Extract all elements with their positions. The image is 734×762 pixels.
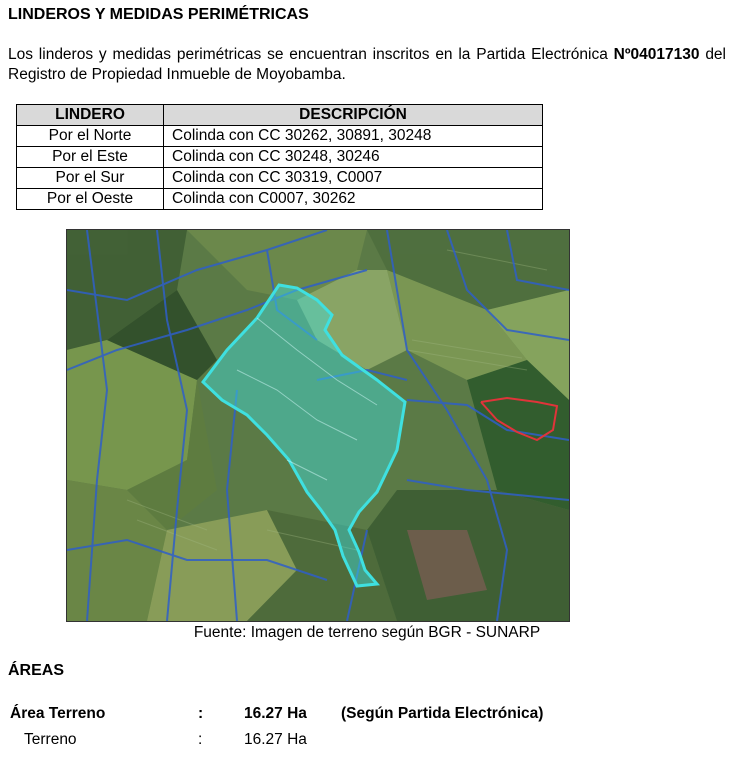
area-row-terreno-total [10, 705, 710, 725]
intro-text-start: Los linderos y medidas perimétricas se encuentran inscritos en la Partida Electrónica [8, 46, 614, 63]
area-separator: : [198, 731, 203, 748]
partida-number: Nº04017130 [613, 46, 700, 63]
lindero-cell: Por el Este [17, 147, 164, 168]
area-value: 16.27 Ha [244, 705, 307, 722]
lindero-cell: Por el Oeste [17, 189, 164, 210]
linderos-table [16, 104, 543, 210]
header-descripcion: DESCRIPCIÓN [164, 105, 543, 126]
intro-text-end: del Registro de Propiedad Inmueble de Moyobamba. [8, 46, 726, 83]
table-row [17, 168, 543, 189]
satellite-map-image [67, 230, 569, 621]
satellite-map [66, 229, 570, 622]
lindero-cell: Por el Norte [17, 126, 164, 147]
descripcion-cell: Colinda con C0007, 30262 [164, 189, 543, 210]
intro-paragraph [8, 45, 726, 85]
map-caption: Fuente: Imagen de terreno según BGR - SUNARP [193, 624, 541, 641]
section-title: LINDEROS Y MEDIDAS PERIMÉTRICAS [8, 6, 309, 23]
table-row [17, 126, 543, 147]
area-separator: : [198, 705, 204, 722]
table-row [17, 189, 543, 210]
table-header-row [17, 105, 543, 126]
area-label: Terreno [24, 731, 77, 748]
area-note: (Según Partida Electrónica) [341, 705, 544, 722]
table-row [17, 147, 543, 168]
area-value: 16.27 Ha [244, 731, 307, 748]
area-row-terreno [10, 731, 710, 751]
descripcion-cell: Colinda con CC 30319, C0007 [164, 168, 543, 189]
descripcion-cell: Colinda con CC 30262, 30891, 30248 [164, 126, 543, 147]
areas-title: ÁREAS [8, 662, 65, 679]
descripcion-cell: Colinda con CC 30248, 30246 [164, 147, 543, 168]
header-lindero: LINDERO [17, 105, 164, 126]
area-label: Área Terreno [10, 705, 106, 722]
lindero-cell: Por el Sur [17, 168, 164, 189]
